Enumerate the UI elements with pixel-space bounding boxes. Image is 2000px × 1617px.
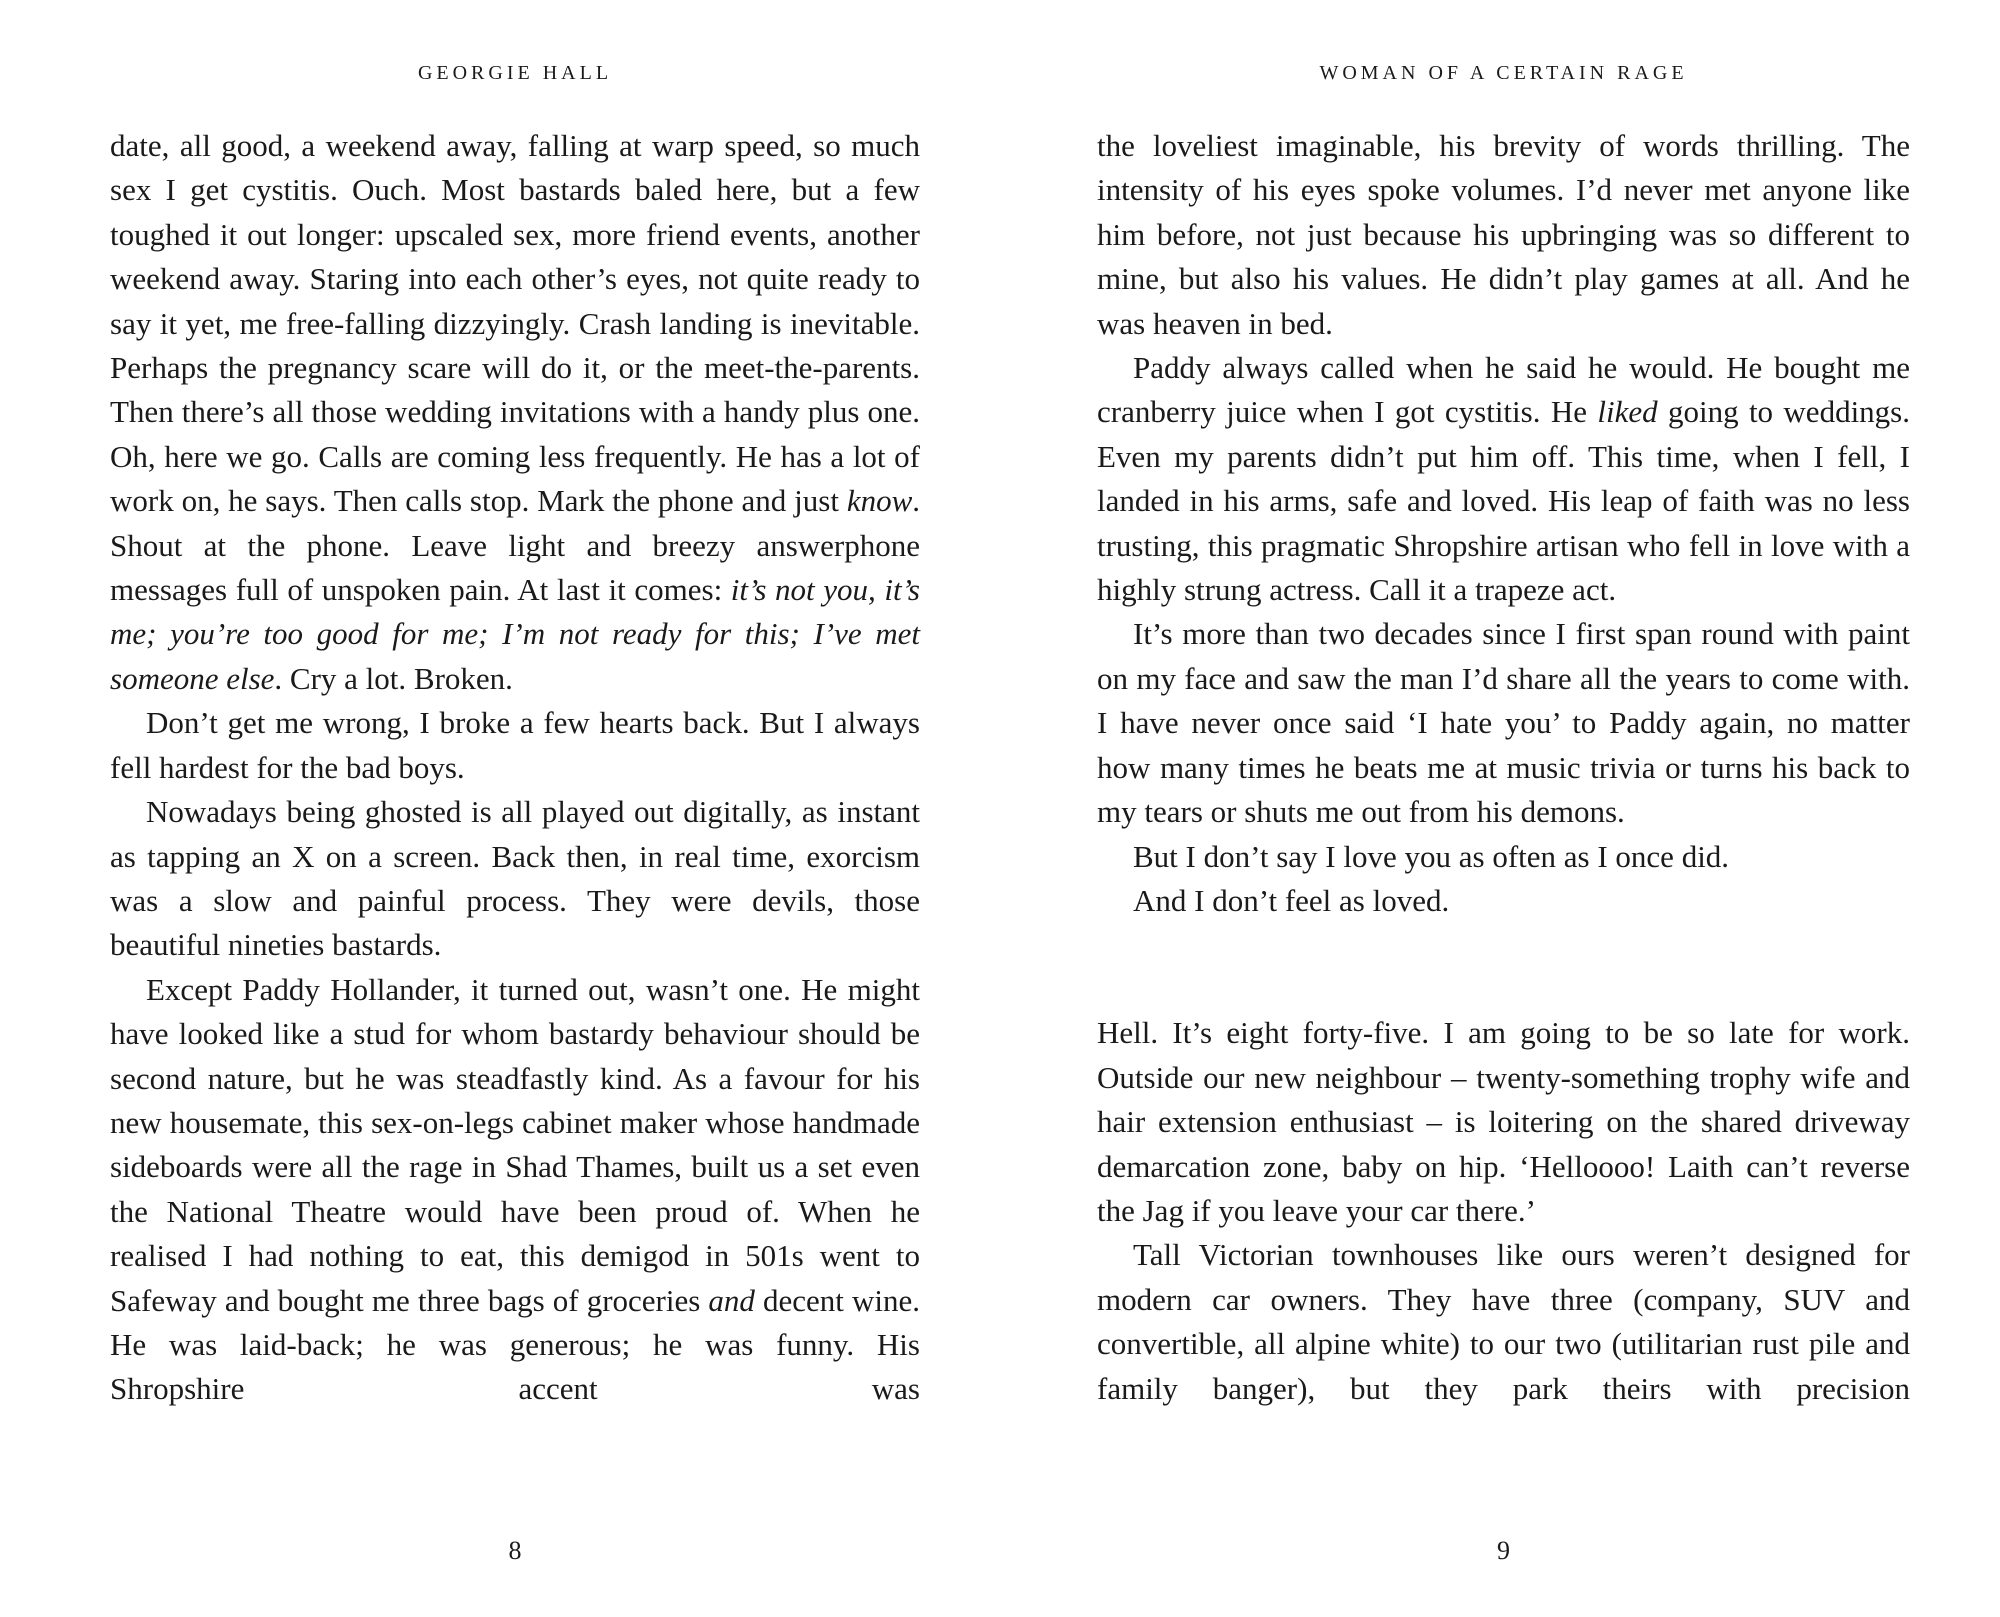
paragraph: Don’t get me wrong, I broke a few hearts back. But I always fell hardest for the bad boys. <box>110 705 920 785</box>
section-break <box>1097 923 1910 1011</box>
paragraph: And I don’t feel as loved. <box>1133 882 1450 918</box>
left-page <box>110 0 920 1617</box>
paragraph: But I don’t say I love you as often as I once did. <box>1133 838 1730 874</box>
running-head-title: WOMAN OF A CERTAIN RAGE <box>1319 62 1688 84</box>
paragraph: Nowadays being ghosted is all played out digitally, as instant as tapping an X on a screen. Back then, in real time, exorcism was a slow and painful process. They were devils, those beautiful nineties bastards. <box>110 794 920 963</box>
right-page <box>1097 0 1910 1617</box>
running-head-author: GEORGIE HALL <box>417 62 613 84</box>
paragraph: It’s more than two decades since I first span round with paint on my face and saw the man I’d share all the years to come with. I have never once said ‘I hate you’ to Paddy again, no matter how many times he beats me at music trivia or turns his back to my tears or shuts me out from his demons. <box>1097 616 1910 830</box>
paragraph: Paddy always called when he said he would. He bought me cranberry juice when I got cystitis. He liked going to weddings. Even my parents didn’t put him off. This time, when I fell, I landed in his arms, safe and loved. His leap of faith was no less trusting, this pragmatic Shropshire artisan who fell in love with a highly strung actress. Call it a trapeze act. <box>1097 350 1910 608</box>
paragraph: Except Paddy Hollander, it turned out, wasn’t one. He might have looked like a stud for whom bastardy behaviour should be second nature, but he was steadfastly kind. As a favour for his new housemate, this sex-on-legs cabinet maker whose handmade sideboards were all the rage in Shad Thames, built us a set even the National Theatre would have been proud of. When he realised I had nothing to eat, this demigod in 501s went to Safeway and bought me three bags of groceries and decent wine. He was laid-back; he was generous; he was funny. His Shropshire accent was <box>110 971 920 1407</box>
paragraph: Tall Victorian townhouses like ours weren’t designed for modern car owners. They have three (company, SUV and convertible, all alpine white) to our two (utilitarian rust pile and family banger), but they park theirs with precision <box>1097 1237 1910 1406</box>
paragraph: date, all good, a weekend away, falling at warp speed, so much sex I get cystitis. Ouch. Most bastards baled here, but a few toughed it out longer: upscaled sex, more friend events, another weekend away. Staring into each other’s eyes, not quite ready to say it yet, me free-falling dizzyingly. Crash landing is inevitable. Perhaps the pregnancy scare will do it, or the meet-the-parents. Then there’s all those wedding invitations with a handy plus one. Oh, here we go. Calls are coming less frequently. He has a lot of work on, he says. Then calls stop. Mark the phone and just know. Shout at the phone. Leave light and breezy answerphone messages full of unspoken pain. At last it comes: it’s not you, it’s me; you’re too good for me; I’m not ready for this; I’ve met someone else. Cry a lot. Broken. <box>110 128 920 696</box>
left-page-body <box>110 124 920 1412</box>
page-number: 9 <box>1497 1536 1510 1565</box>
page-number: 8 <box>508 1536 522 1565</box>
right-page-body <box>1097 124 1910 1411</box>
paragraph: the loveliest imaginable, his brevity of words thrilling. The intensity of his eyes spoke volumes. I’d never met anyone like him before, not just because his upbringing was so different to mine, but also his values. He didn’t play games at all. And he was heaven in bed. <box>1097 128 1910 341</box>
paragraph: Hell. It’s eight forty-five. I am going to be so late for work. Outside our new neighbour – twenty-something trophy wife and hair extension enthusiast – is loitering on the shared driveway demarcation zone, baby on hip. ‘Helloooo! Laith can’t reverse the Jag if you leave your car there.’ <box>1097 1015 1910 1228</box>
